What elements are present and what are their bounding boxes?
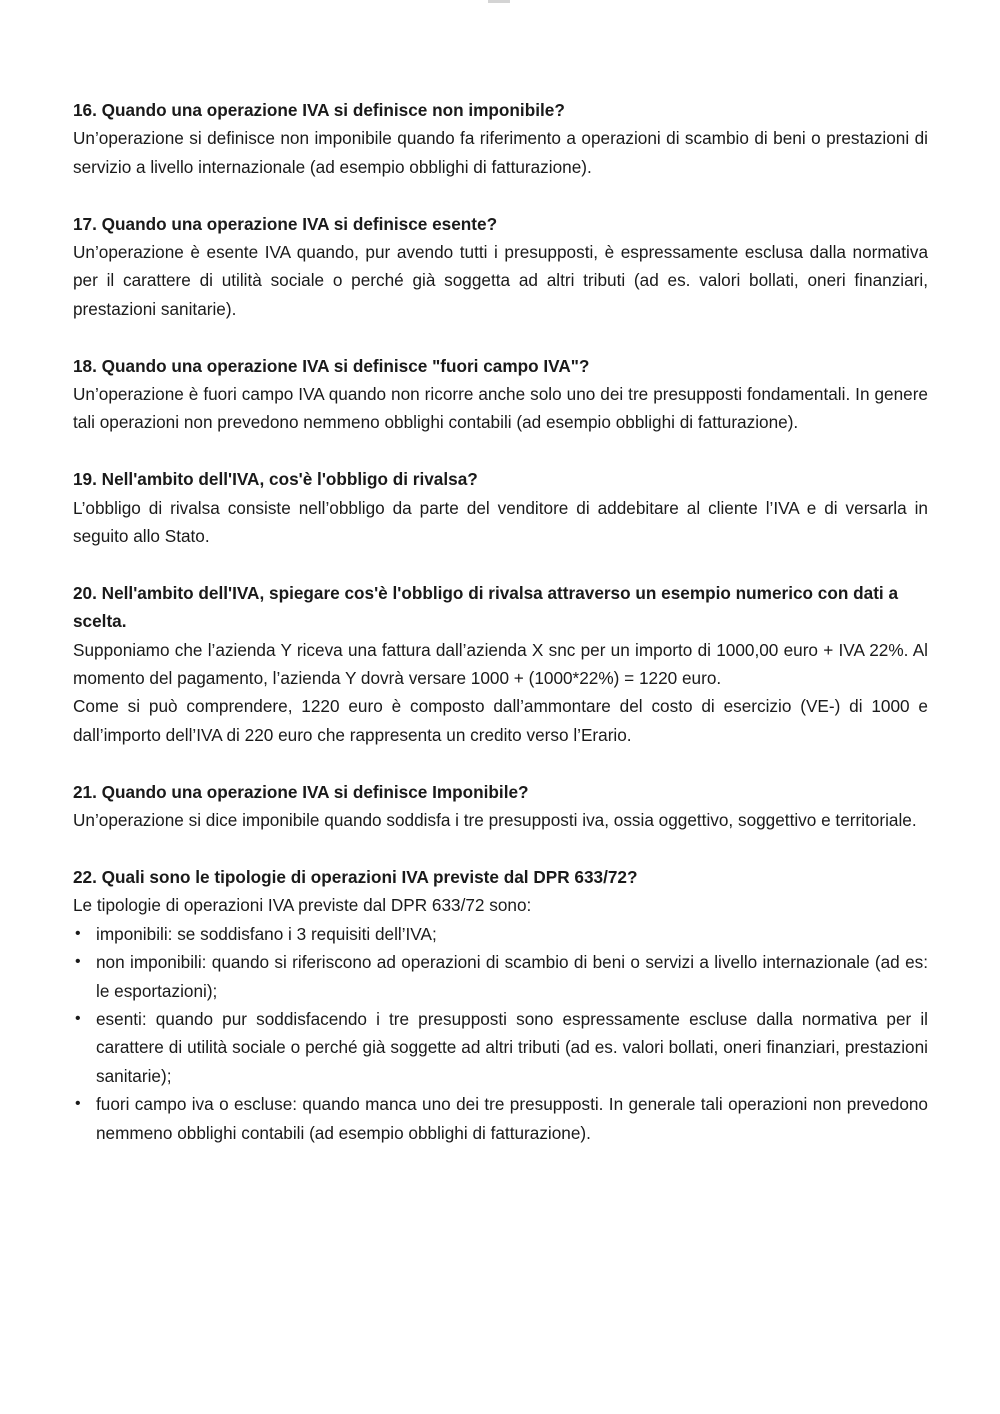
qa-section-21: [73, 778, 928, 835]
bullet-icon: •: [75, 924, 81, 942]
qa-section-22: [73, 863, 928, 1147]
list-item: [73, 1005, 928, 1090]
question-heading: 16. Quando una operazione IVA si definisce non imponibile?: [73, 100, 565, 120]
answer-text: [73, 891, 928, 1147]
answer-text: [73, 636, 928, 750]
document-body: [73, 96, 928, 1175]
list-item-text: imponibili: se soddisfano i 3 requisiti dell’IVA;: [96, 923, 437, 944]
answer-text: [73, 238, 928, 323]
question-heading: 22. Quali sono le tipologie di operazioni IVA previste dal DPR 633/72?: [73, 866, 638, 887]
list-item: [73, 920, 928, 948]
list-item-text: esenti: quando pur soddisfacendo i tre presupposti sono espressamente escluse dalla normativa per il carattere di utilità sociale o perché già soggette ad altri tributi (ad es. valori bollati, oneri finanziari, prestazioni sanitarie);: [96, 1008, 928, 1086]
bullet-list: [73, 920, 928, 1147]
answer-paragraph: Un’operazione si dice imponibile quando soddisfa i tre presupposti iva, ossia oggettivo, soggettivo e territoriale.: [73, 810, 917, 831]
question-heading: 19. Nell'ambito dell'IVA, cos'è l'obbligo di rivalsa?: [73, 469, 478, 490]
bullet-icon: •: [75, 953, 81, 971]
answer-text: [73, 380, 928, 437]
answer-paragraph: L’obbligo di rivalsa consiste nell’obbligo da parte del venditore di addebitare al cliente l’IVA e di versarla in seguito allo Stato.: [73, 497, 928, 547]
bullet-icon: •: [75, 1095, 81, 1113]
question-heading: 18. Quando una operazione IVA si definisce "fuori campo IVA"?: [73, 355, 590, 376]
answer-paragraph: Un’operazione è esente IVA quando, pur avendo tutti i presupposti, è espressamente esclusa dalla normativa per il carattere di utilità sociale o perché già soggetta ad altri tributi (ad es. valori bollati, oneri finanziari, prestazioni sanitarie).: [73, 242, 928, 319]
qa-section-17: [73, 210, 928, 324]
header-mark: [488, 0, 510, 3]
bullet-icon: •: [75, 1009, 81, 1027]
qa-section-20: [73, 579, 928, 749]
question-heading: 17. Quando una operazione IVA si definisce esente?: [73, 213, 498, 234]
question-heading: 20. Nell'ambito dell'IVA, spiegare cos'è l'obbligo di rivalsa attraverso un esempio numerico con dati a scelta.: [73, 582, 899, 632]
list-item: [73, 948, 928, 1005]
answer-paragraph: Supponiamo che l’azienda Y riceva una fattura dall’azienda X snc per un importo di 1000,00 euro + IVA 22%. Al momento del pagamento, l’azienda Y dovrà versare 1000 + (1000*22%) = 1220 euro.: [73, 639, 928, 689]
answer-paragraph: Un’operazione è fuori campo IVA quando non ricorre anche solo uno dei tre presupposti fondamentali. In genere tali operazioni non prevedono nemmeno obblighi contabili (ad esempio obblighi di fatturazione).: [73, 384, 928, 433]
qa-section-18: [73, 352, 928, 437]
answer-text: [73, 806, 928, 834]
list-item: [73, 1090, 928, 1147]
qa-section-19: [73, 465, 928, 550]
list-item-text: non imponibili: quando si riferiscono ad operazioni di scambio di beni o servizi a livello internazionale (ad es: le esportazioni);: [96, 952, 928, 1001]
answer-paragraph: Un’operazione si definisce non imponibile quando fa riferimento a operazioni di scambio di beni o prestazioni di servizio a livello internazionale (ad esempio obblighi di fatturazione).: [73, 128, 928, 177]
answer-text: [73, 494, 928, 551]
list-item-text: fuori campo iva o escluse: quando manca uno dei tre presupposti. In generale tali operazioni non prevedono nemmeno obblighi contabili (ad esempio obblighi di fatturazione).: [96, 1094, 928, 1143]
qa-section-16: [73, 96, 928, 181]
answer-text: [73, 124, 928, 181]
question-heading: 21. Quando una operazione IVA si definisce Imponibile?: [73, 781, 529, 802]
answer-intro: Le tipologie di operazioni IVA previste dal DPR 633/72 sono:: [73, 895, 532, 916]
answer-paragraph: Come si può comprendere, 1220 euro è composto dall’ammontare del costo di esercizio (VE-) di 1000 e dall’importo dell’IVA di 220 euro che rappresenta un credito verso l’Erario.: [73, 696, 928, 745]
